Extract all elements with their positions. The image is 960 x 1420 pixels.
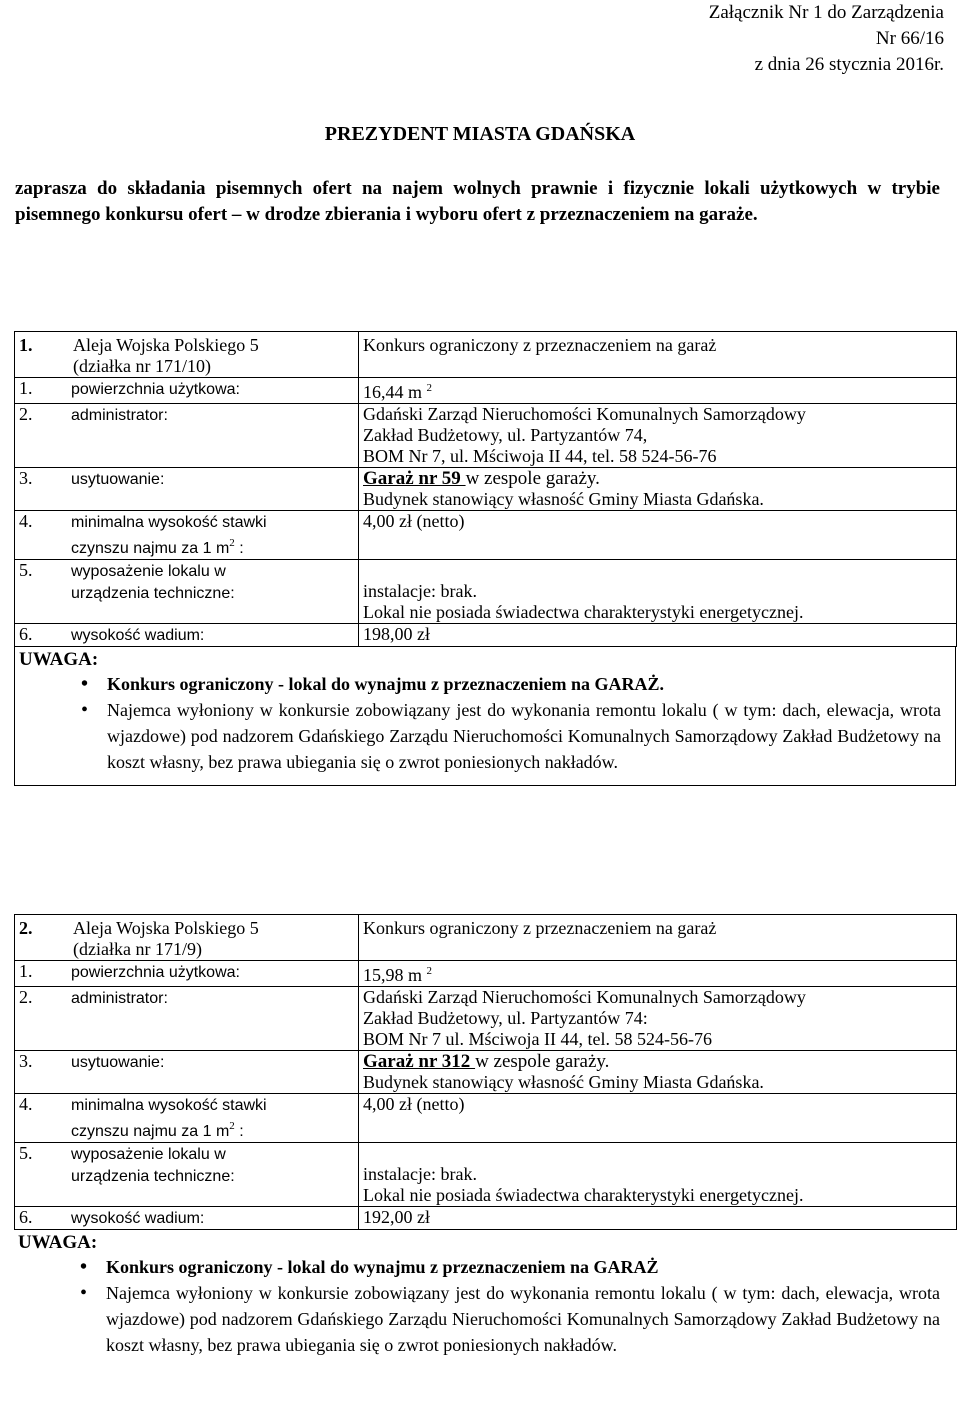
listing-2-contest: Konkurs ograniczony z przeznaczeniem na garaż <box>359 915 957 961</box>
listing-2-number: 2. <box>19 918 33 938</box>
listing-2-garage-number: Garaż nr 312 <box>363 1051 476 1072</box>
attachment-line-2: Nr 66/16 <box>875 28 944 49</box>
attachment-header <box>709 0 944 78</box>
listing-1-notes-title: UWAGA: <box>19 649 99 670</box>
listing-1-address-cell <box>15 332 359 378</box>
listing-1-address: Aleja Wojska Polskiego 5 <box>73 335 259 355</box>
listing-2-note-1: • Konkurs ograniczony - lokal do wynajmu z przeznaczeniem na GARAŻ <box>106 1254 940 1280</box>
attachment-line-1: Załącznik Nr 1 do Zarządzenia <box>708 2 944 23</box>
listing-1-area-label: powierzchnia użytkowa: <box>71 381 240 398</box>
listing-2-area-label: powierzchnia użytkowa: <box>71 964 240 981</box>
listing-2-parcel: (działka nr 171/9) <box>73 939 202 959</box>
listing-2-notes-title: UWAGA: <box>18 1232 98 1253</box>
listing-1-location-value: Garaż nr 59 w zespole garaży. Budynek stanowiący własność Gminy Miasta Gdańska. <box>359 468 957 511</box>
listing-2-notes <box>14 1230 954 1368</box>
attachment-line-3: z dnia 26 stycznia 2016r. <box>754 54 944 75</box>
listing-1-admin-label: administrator: <box>71 407 168 424</box>
listing-2-rent-value: 4,00 zł (netto) <box>359 1094 957 1143</box>
listing-1-garage-number: Garaż nr 59 <box>363 468 466 489</box>
listing-1-admin-value: Gdański Zarząd Nieruchomości Komunalnych Samorządowy Zakład Budżetowy, ul. Partyzantów 74, BOM Nr 7, ul. Mściwoja II 44, tel. 58 524-56-76 <box>359 404 957 468</box>
listing-2-equipment-value: instalacje: brak. Lokal nie posiada świadectwa charakterystyki energetycznej. <box>359 1143 957 1207</box>
listing-2-area-value: 15,98 m <box>363 965 423 985</box>
listing-1: 1. Aleja Wojska Polskiego 5 (działka nr 171/10) Konkurs ograniczony z przeznaczeniem na garaż 1. powierzchnia użytkowa: 16,44 m $^2$ 2. administrator: Gdański Zarząd Nieruchomości Komunalnych Samorządowy Zakład Budżetowy, ul. Partyzantów 74, BOM Nr 7, ul. Mściwoja II 44, tel. 58 524-56-76 3. usytuowanie: Garaż nr 59 w zespole garaży. Budynek stanowiący własność Gminy Miasta Gdańska. 4. minimalna wysokość stawki czynszu najmu za 1 $m^2$ : 4,00 zł (netto) 5. wyposażenie lokalu w urządzenia techniczne: instalacje: brak. Lokal nie posiada świadectwa charakterystyki energetycznej. 6. wysokość wadium: 198,00 zł UWAGA: • Konkurs ograniczony - lokal do wynajmu z przeznaczeniem na GARAŻ. • Najemca wyłoniony w konkursie zobowiązany jest do wykonania remontu lokalu ( w tym: dach, elewacja, wrota wjazdowe) pod nadzorem Gdańskiego Zarządu Nieruchomości Komunalnych Samorządowy Zakład Budżetowy na koszt własny, bez prawa ubiegania się o zwrot poniesionych nakładów. <box>14 331 954 786</box>
listing-1-equipment-value: instalacje: brak. Lokal nie posiada świadectwa charakterystyki energetycznej. <box>359 560 957 624</box>
listing-2: 2. Aleja Wojska Polskiego 5 (działka nr 171/9) Konkurs ograniczony z przeznaczeniem na garaż 1. powierzchnia użytkowa: 15,98 m $^2$ 2. administrator: Gdański Zarząd Nieruchomości Komunalnych Samorządowy Zakład Budżetowy, ul. Partyzantów 74: BOM Nr 7 ul. Mściwoja II 44, tel. 58 524-56-76 3. usytuowanie: Garaż nr 312 w zespole garaży. Budynek stanowiący własność Gminy Miasta Gdańska. 4. minimalna wysokość stawki czynszu najmu za 1 $m^2$ : 4,00 zł (netto) 5. wyposażenie lokalu w urządzenia techniczne: instalacje: brak. Lokal nie posiada świadectwa charakterystyki energetycznej. 6. wysokość wadium: 192,00 zł UWAGA: • Konkurs ograniczony - lokal do wynajmu z przeznaczeniem na GARAŻ • Najemca wyłoniony w konkursie zobowiązany jest do wykonania remontu lokalu ( w tym: dach, elewacja, wrota wjazdowe) pod nadzorem Gdańskiego Zarządu Nieruchomości Komunalnych Samorządowy Zakład Budżetowy na koszt własny, bez prawa ubiegania się o zwrot poniesionych nakładów. <box>14 914 954 1368</box>
listing-1-parcel: (działka nr 171/10) <box>73 356 211 376</box>
listing-1-note-2: • Najemca wyłoniony w konkursie zobowiązany jest do wykonania remontu lokalu ( w tym: dach, elewacja, wrota wjazdowe) pod nadzorem Gdańskiego Zarządu Nieruchomości Komunalnych Samorządowy Zakład Budżetowy na koszt własny, bez prawa ubiegania się o zwrot poniesionych nakładów. <box>107 697 941 775</box>
authority-title: PREZYDENT MIASTA GDAŃSKA <box>324 123 636 145</box>
listing-1-deposit-value: 198,00 zł <box>359 624 957 647</box>
listing-1-number: 1. <box>19 335 33 355</box>
listing-2-admin-value: Gdański Zarząd Nieruchomości Komunalnych Samorządowy Zakład Budżetowy, ul. Partyzantów 74: BOM Nr 7 ul. Mściwoja II 44, tel. 58 524-56-76 <box>359 987 957 1051</box>
listing-2-location-label: usytuowanie: <box>71 1054 165 1071</box>
listing-2-location-value: Garaż nr 312 w zespole garaży. Budynek stanowiący własność Gminy Miasta Gdańska. <box>359 1051 957 1094</box>
listing-1-rent-value: 4,00 zł (netto) <box>359 511 957 560</box>
listing-2-deposit-value: 192,00 zł <box>359 1207 957 1230</box>
listing-2-admin-label: administrator: <box>71 990 168 1007</box>
listing-1-contest: Konkurs ograniczony z przeznaczeniem na garaż <box>359 332 957 378</box>
listing-1-area-value: 16,44 m <box>363 382 423 402</box>
listing-2-address: Aleja Wojska Polskiego 5 <box>73 918 259 938</box>
listing-1-location-label: usytuowanie: <box>71 471 165 488</box>
listing-2-note-2: • Najemca wyłoniony w konkursie zobowiązany jest do wykonania remontu lokalu ( w tym: dach, elewacja, wrota wjazdowe) pod nadzorem Gdańskiego Zarządu Nieruchomości Komunalnych Samorządowy Zakład Budżetowy na koszt własny, bez prawa ubiegania się o zwrot poniesionych nakładów. <box>106 1280 940 1358</box>
listing-1-notes <box>14 647 956 786</box>
intro-paragraph: zaprasza do składania pisemnych ofert na najem wolnych prawnie i fizycznie lokali użytkowych w trybie pisemnego konkursu ofert – w drodze zbierania i wyboru ofert z przeznaczeniem na garaże. <box>15 178 940 225</box>
listing-2-address-cell <box>15 915 359 961</box>
listing-1-note-1: • Konkurs ograniczony - lokal do wynajmu z przeznaczeniem na GARAŻ. <box>107 671 941 697</box>
